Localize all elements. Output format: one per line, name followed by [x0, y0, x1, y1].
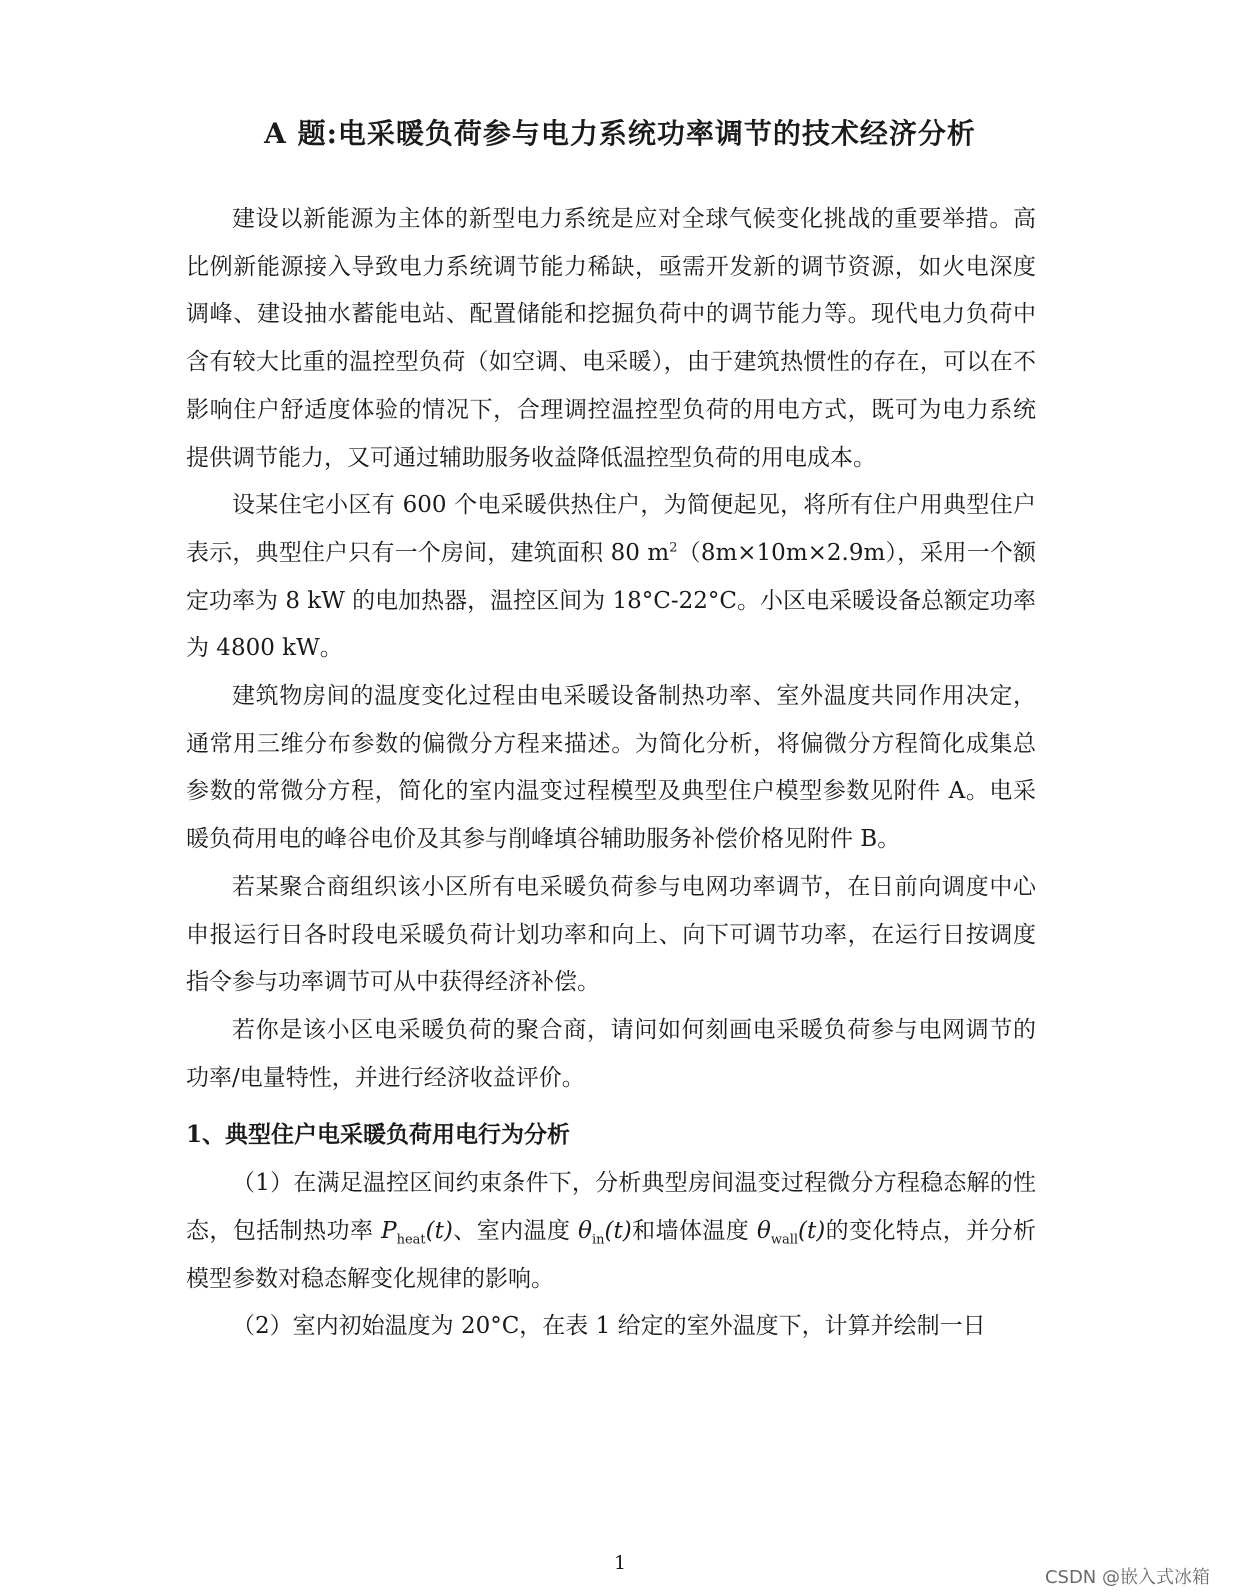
page-number: 1 — [613, 1552, 627, 1574]
paragraph-intro: 建设以新能源为主体的新型电力系统是应对全球气候变化挑战的重要举措。高比例新能源接入导致电力系统调节能力稀缺，亟需开发新的调节资源，如火电深度调峰、建设抽水蓄能电站、配置储能和挖掘负荷中的调节能力等。现代电力负荷中含有较大比重的温控型负荷（如空调、电采暖），由于建筑热惯性的存在，可以在不影响住户舒适度体验的情况下，合理调控温控型负荷的用电方式，既可为电力系统提供调节能力，又可通过辅助服务收益降低温控型负荷的用电成本。 — [186, 206, 1036, 471]
symbol-theta-wall: θ — [756, 1218, 771, 1245]
paragraph-question: 若你是该小区电采暖负荷的聚合商，请问如何刻画电采暖负荷参与电网调节的功率/电量特性，并进行经济收益评价。 — [186, 1016, 1036, 1091]
task-item-2: （2）室内初始温度为 20°C，在表 1 给定的室外温度下，计算并绘制一日 — [232, 1313, 986, 1340]
subscript-in: in — [591, 1232, 605, 1248]
symbol-theta-in-arg: (t) — [604, 1218, 632, 1245]
task-item-1-text-b: 、室内温度 — [452, 1218, 579, 1245]
paragraph-residential — [186, 482, 1036, 673]
paragraph-aggregator: 若某聚合商组织该小区所有电采暖负荷参与电网功率调节，在日前向调度中心申报运行日各时段电采暖负荷计划功率和向上、向下可调节功率，在运行日按调度指令参与功率调节可从中获得经济补偿。 — [186, 873, 1036, 996]
symbol-theta-in: θ — [578, 1218, 592, 1245]
symbol-p-arg: (t) — [425, 1218, 453, 1245]
task-item-1-text-a: （1）在满足温控区间约束条件下，分析典型房间温变过程微分方程稳态解的性态，包括制热功率 — [186, 1170, 1036, 1245]
symbol-p: P — [381, 1218, 397, 1245]
subscript-wall: wall — [770, 1232, 799, 1248]
paragraph-residential-text-a: 设某住宅小区有 600 个电采暖供热住户，为简便起见，将所有住户用典型住户表示，典型住户只有一个房间，建筑面积 80 m — [186, 492, 1036, 566]
paragraph-residential-text-b: （8m×10m×2.9m），采用一个额定功率为 8 kW 的电加热器，温控区间为 18°C-22°C。小区电采暖设备总额定功率为 4800 kW。 — [186, 539, 1037, 662]
document-title: A 题:电采暖负荷参与电力系统功率调节的技术经济分析 — [264, 117, 976, 150]
paragraph-model: 建筑物房间的温度变化过程由电采暖设备制热功率、室外温度共同作用决定，通常用三维分布参数的偏微分方程来描述。为简化分析，将偏微分方程简化成集总参数的常微分方程，简化的室内温变过程模型及典型住户模型参数见附件 A。电采暖负荷用电的峰谷电价及其参与削峰填谷辅助服务补偿价格见附件 B。 — [186, 683, 1036, 853]
document-body — [186, 196, 1036, 1351]
subscript-heat: heat — [396, 1232, 426, 1248]
superscript-2: 2 — [669, 540, 678, 556]
csdn-watermark: CSDN @嵌入式冰箱 — [1044, 1567, 1210, 1588]
task-item-1 — [186, 1160, 1036, 1303]
task-item-1-text-c: 和墙体温度 — [631, 1218, 757, 1245]
section-heading: 1、典型住户电采暖负荷用电行为分析 — [186, 1121, 571, 1149]
symbol-theta-wall-arg: (t) — [798, 1218, 826, 1245]
task-item-1-text-d: 的变化特点，并分析模型参数对稳态解变化规律的影响。 — [186, 1218, 1037, 1292]
